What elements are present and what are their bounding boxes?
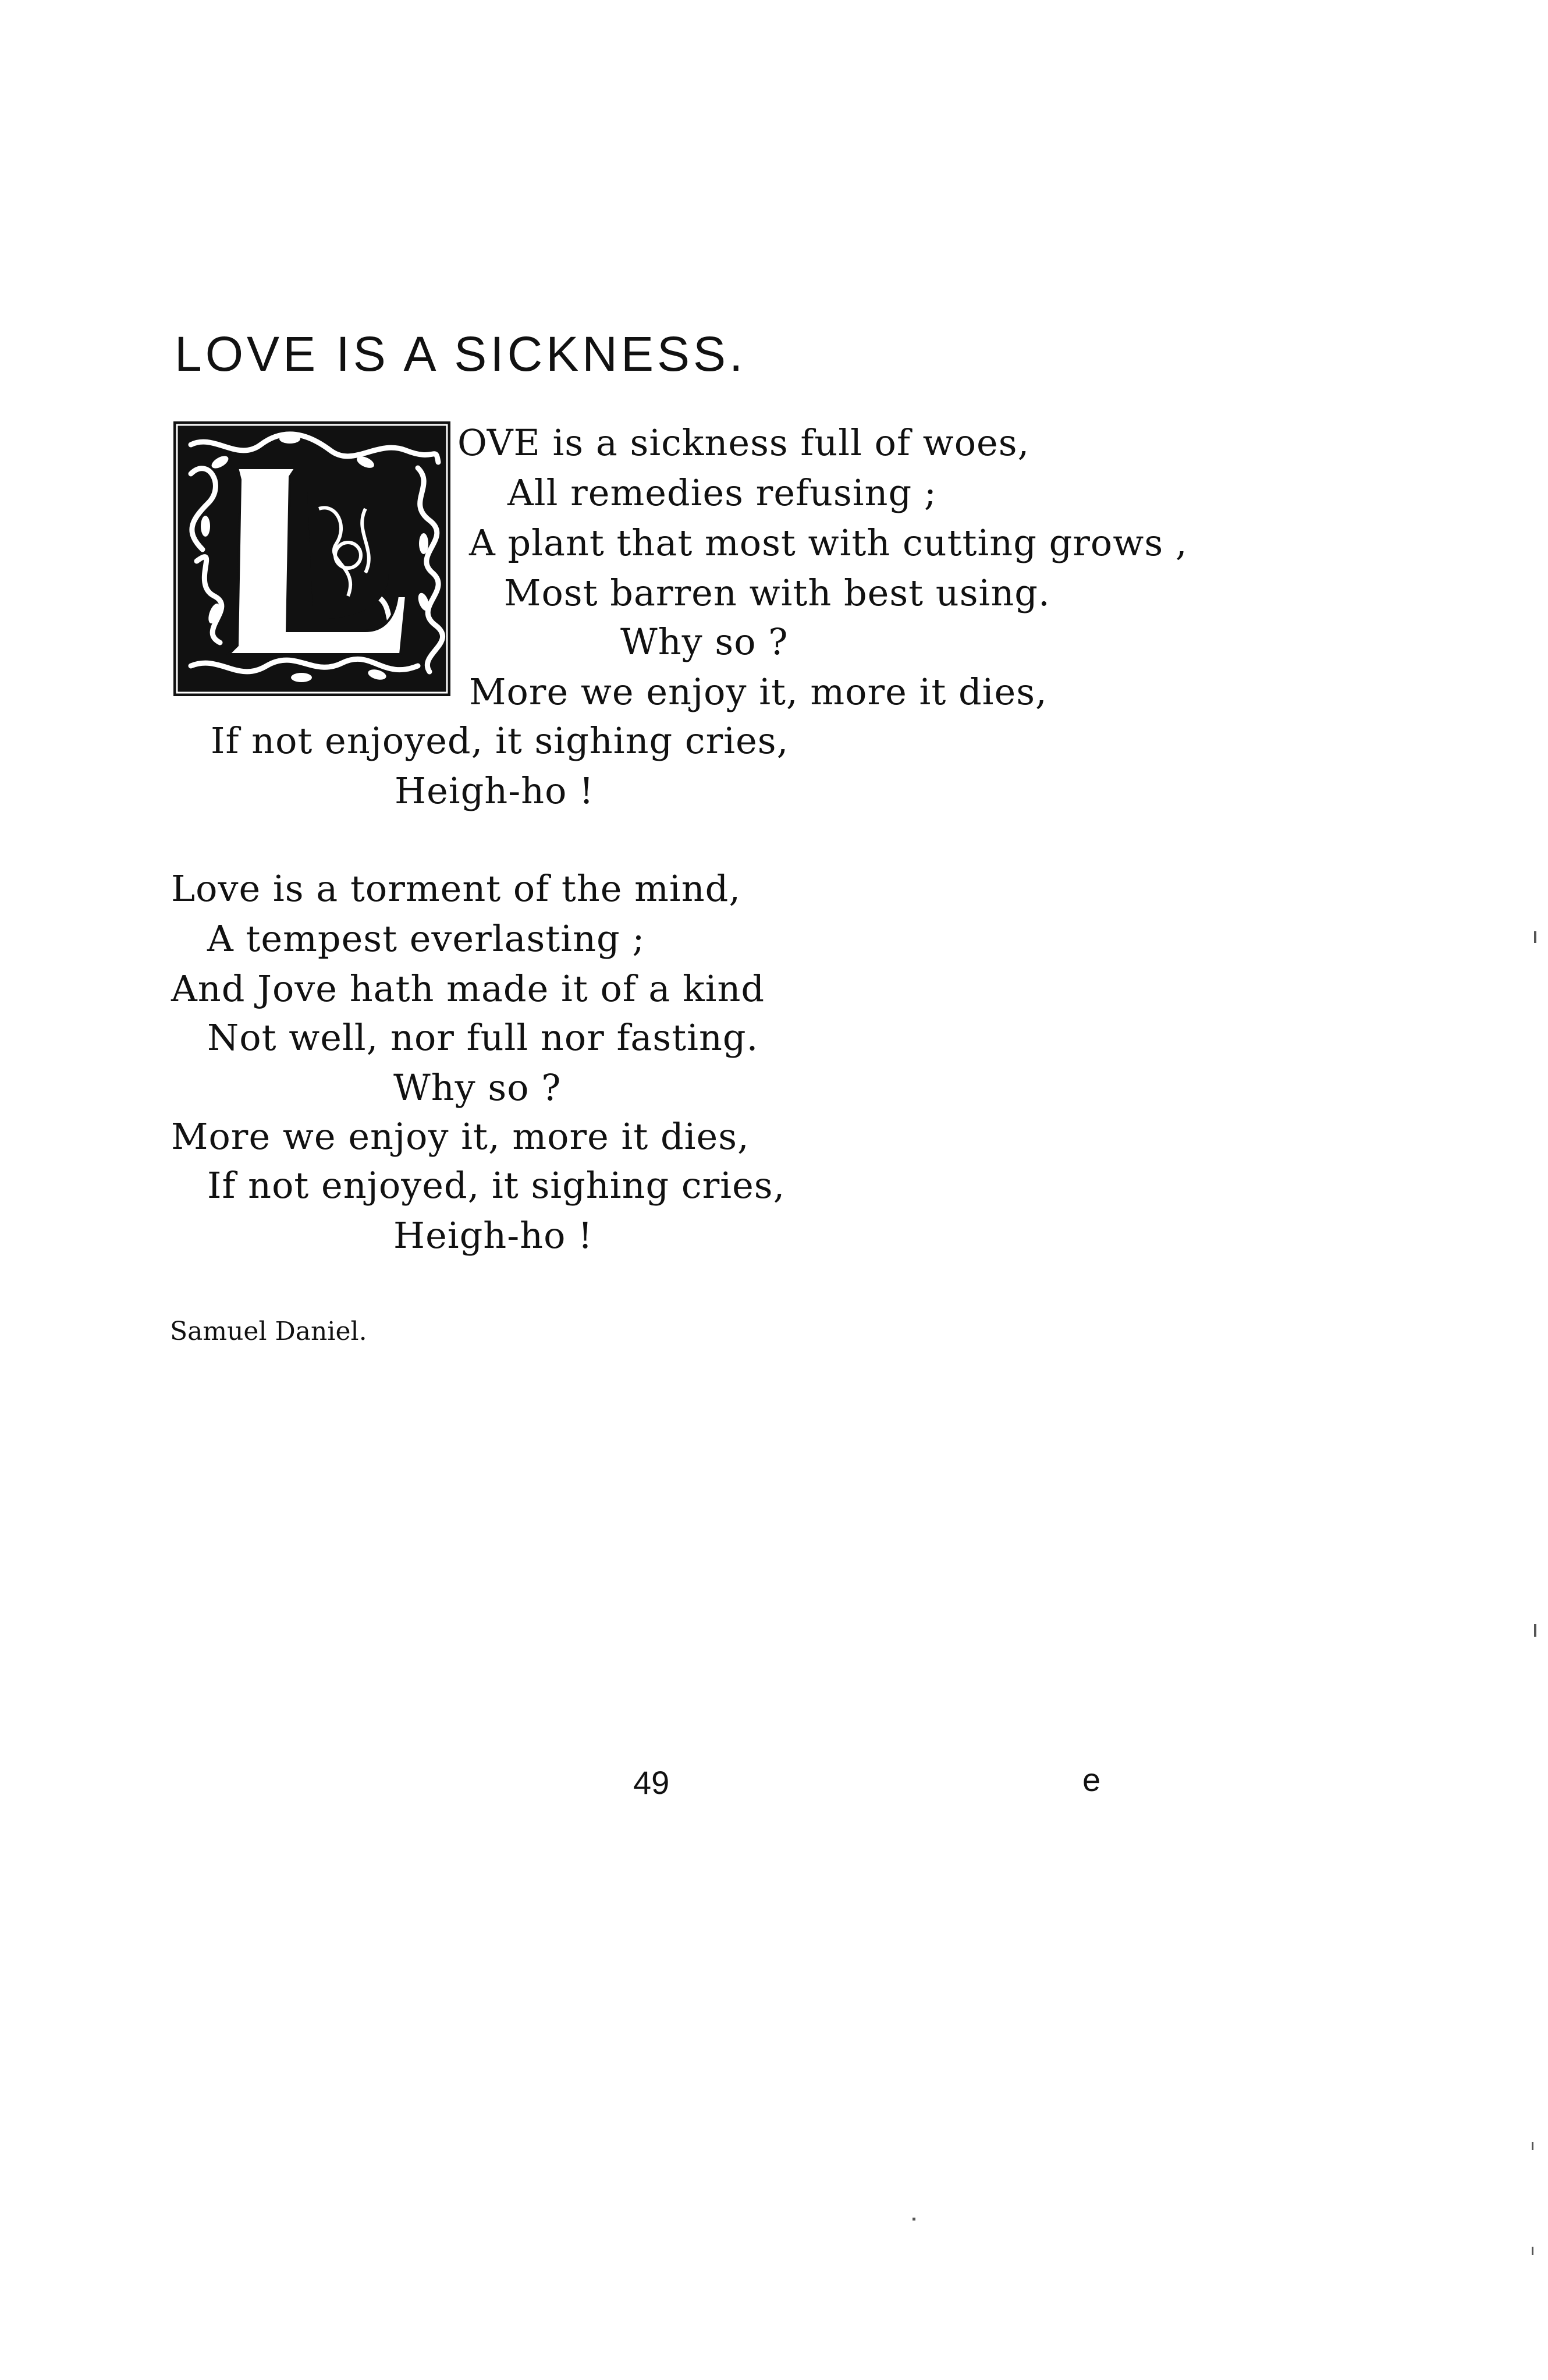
stanza2-line-8: Heigh-ho !: [393, 1214, 594, 1257]
scan-speck: [1534, 1624, 1536, 1637]
signature-mark: e: [1082, 1761, 1101, 1798]
stanza1-line-6: More we enjoy it, more it dies,: [469, 671, 1048, 713]
decorated-initial-L-icon: [173, 421, 450, 696]
poem-author: Samuel Daniel.: [170, 1317, 367, 1346]
scan-speck: [913, 2218, 915, 2221]
stanza2-line-7: If not enjoyed, it sighing cries,: [207, 1164, 786, 1207]
stanza1-line-5: Why so ?: [620, 620, 789, 663]
stanza2-line-5: Why so ?: [393, 1066, 562, 1109]
poem-title: LOVE IS A SICKNESS.: [175, 327, 747, 381]
page-number: 49: [633, 1764, 670, 1801]
stanza2-line-4: Not well, nor full nor fasting.: [207, 1016, 759, 1059]
scan-speck: [1532, 2247, 1533, 2255]
stanza2-line-2: A tempest everlasting ;: [207, 917, 645, 960]
stanza2-line-3: And Jove hath made it of a kind: [171, 967, 765, 1010]
stanza1-line-4: Most barren with best using.: [504, 572, 1050, 614]
stanza1-line-2: All remedies refusing ;: [507, 471, 937, 514]
stanza2-line-1: Love is a torment of the mind,: [171, 867, 741, 910]
stanza1-line-7: If not enjoyed, it sighing cries,: [211, 719, 789, 762]
stanza1-line-3: A plant that most with cutting grows ,: [469, 522, 1188, 564]
scan-speck: [1534, 931, 1536, 943]
stanza1-line-8: Heigh-ho !: [395, 769, 595, 812]
scan-speck: [1532, 2142, 1533, 2150]
stanza2-line-6: More we enjoy it, more it dies,: [171, 1115, 750, 1158]
stanza1-line-1: OVE is a sickness full of woes,: [457, 421, 1030, 464]
